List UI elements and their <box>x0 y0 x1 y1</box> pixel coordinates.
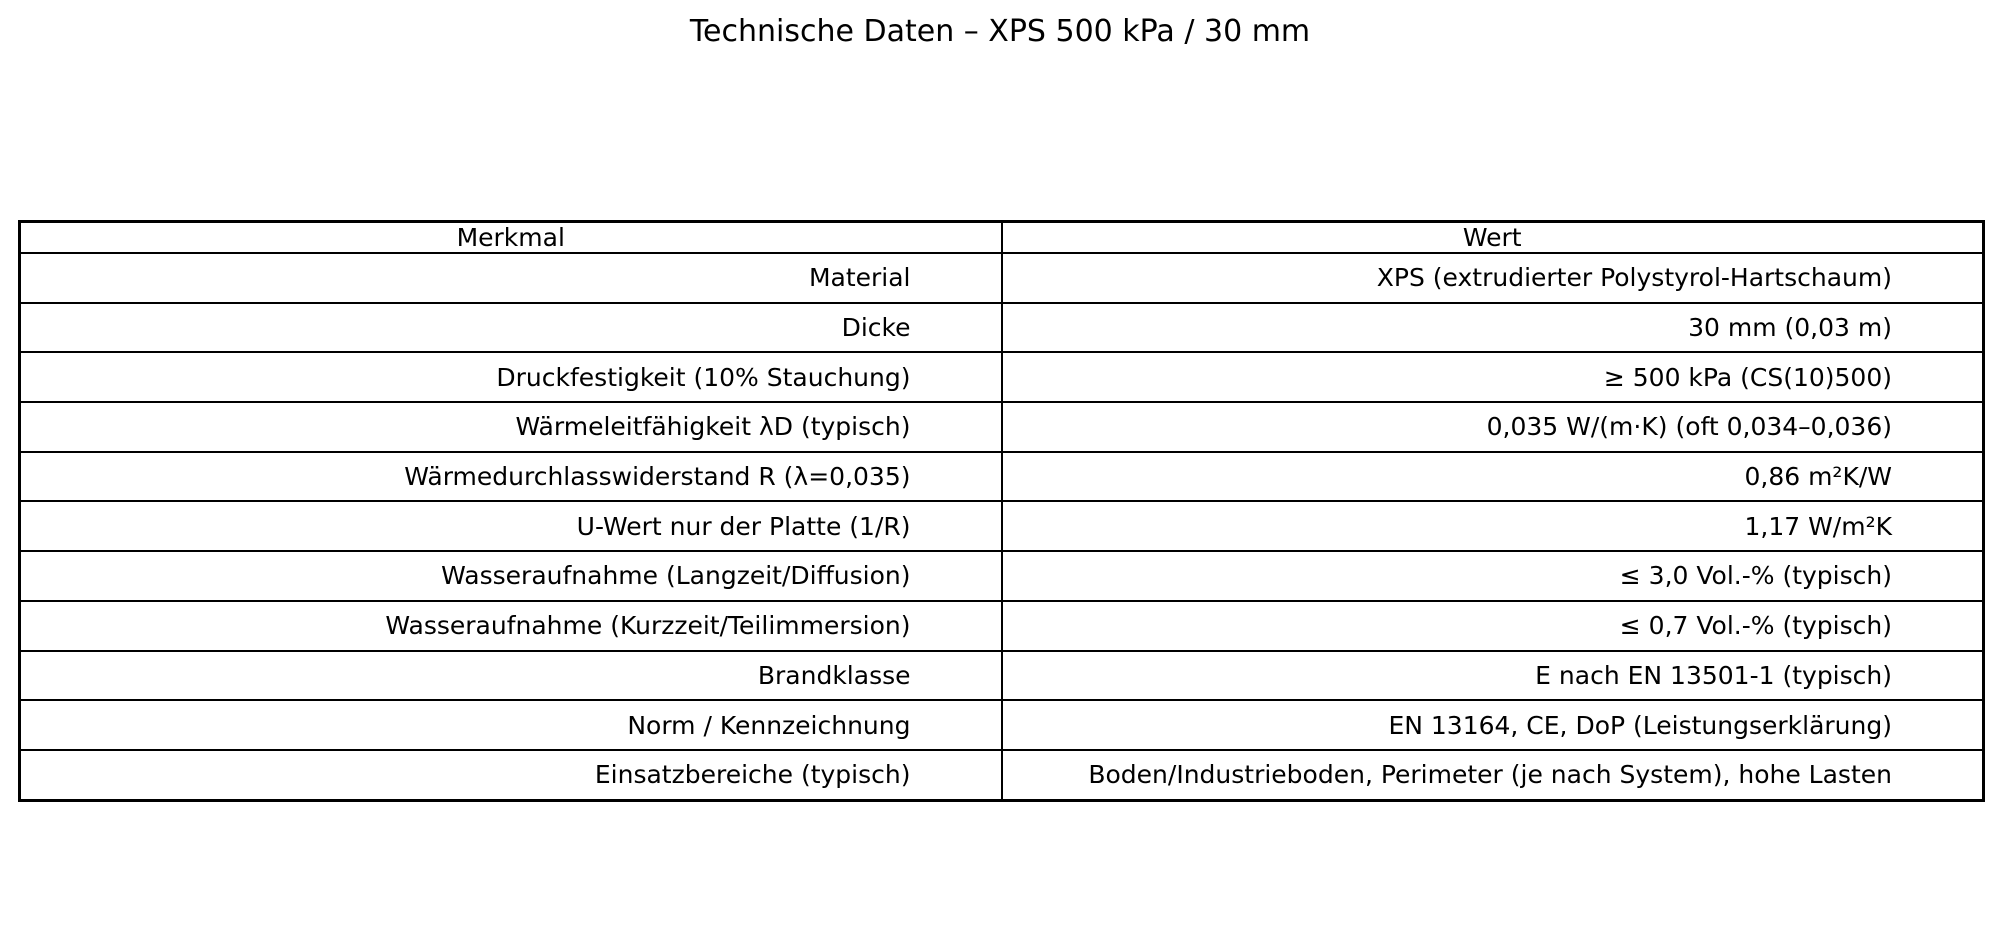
merkmal-cell: Wärmeleitfähigkeit λD (typisch) <box>20 402 1002 452</box>
wert-cell: E nach EN 13501-1 (typisch) <box>1002 651 1984 701</box>
technical-data-table <box>18 220 1985 802</box>
column-header-merkmal: Merkmal <box>20 222 1002 254</box>
wert-cell: ≤ 0,7 Vol.-% (typisch) <box>1002 601 1984 651</box>
wert-cell: XPS (extrudierter Polystyrol-Hartschaum) <box>1002 253 1984 303</box>
header-row <box>20 222 1984 254</box>
merkmal-cell: Brandklasse <box>20 651 1002 701</box>
table-row <box>20 651 1984 701</box>
table-row <box>20 352 1984 402</box>
merkmal-cell: U-Wert nur der Platte (1/R) <box>20 501 1002 551</box>
wert-cell: 1,17 W/m²K <box>1002 501 1984 551</box>
wert-cell: ≤ 3,0 Vol.-% (typisch) <box>1002 551 1984 601</box>
merkmal-cell: Wärmedurchlasswiderstand R (λ=0,035) <box>20 452 1002 502</box>
table-row <box>20 253 1984 303</box>
merkmal-cell: Druckfestigkeit (10% Stauchung) <box>20 352 1002 402</box>
wert-cell: ≥ 500 kPa (CS(10)500) <box>1002 352 1984 402</box>
table-row <box>20 452 1984 502</box>
table-row <box>20 601 1984 651</box>
wert-cell: 0,035 W/(m·K) (oft 0,034–0,036) <box>1002 402 1984 452</box>
merkmal-cell: Norm / Kennzeichnung <box>20 700 1002 750</box>
table-row <box>20 501 1984 551</box>
wert-cell: 30 mm (0,03 m) <box>1002 303 1984 353</box>
table-row <box>20 303 1984 353</box>
wert-cell: Boden/Industrieboden, Perimeter (je nach System), hohe Lasten <box>1002 750 1984 801</box>
merkmal-cell: Wasseraufnahme (Kurzzeit/Teilimmersion) <box>20 601 1002 651</box>
column-header-wert: Wert <box>1002 222 1984 254</box>
merkmal-cell: Dicke <box>20 303 1002 353</box>
table-row <box>20 402 1984 452</box>
wert-cell: EN 13164, CE, DoP (Leistungserklärung) <box>1002 700 1984 750</box>
table-row <box>20 700 1984 750</box>
wert-cell: 0,86 m²K/W <box>1002 452 1984 502</box>
table-row <box>20 551 1984 601</box>
table-body <box>20 253 1984 801</box>
page-title: Technische Daten – XPS 500 kPa / 30 mm <box>689 14 1311 49</box>
merkmal-cell: Material <box>20 253 1002 303</box>
table-row <box>20 750 1984 801</box>
table-header <box>20 222 1984 254</box>
merkmal-cell: Einsatzbereiche (typisch) <box>20 750 1002 801</box>
merkmal-cell: Wasseraufnahme (Langzeit/Diffusion) <box>20 551 1002 601</box>
